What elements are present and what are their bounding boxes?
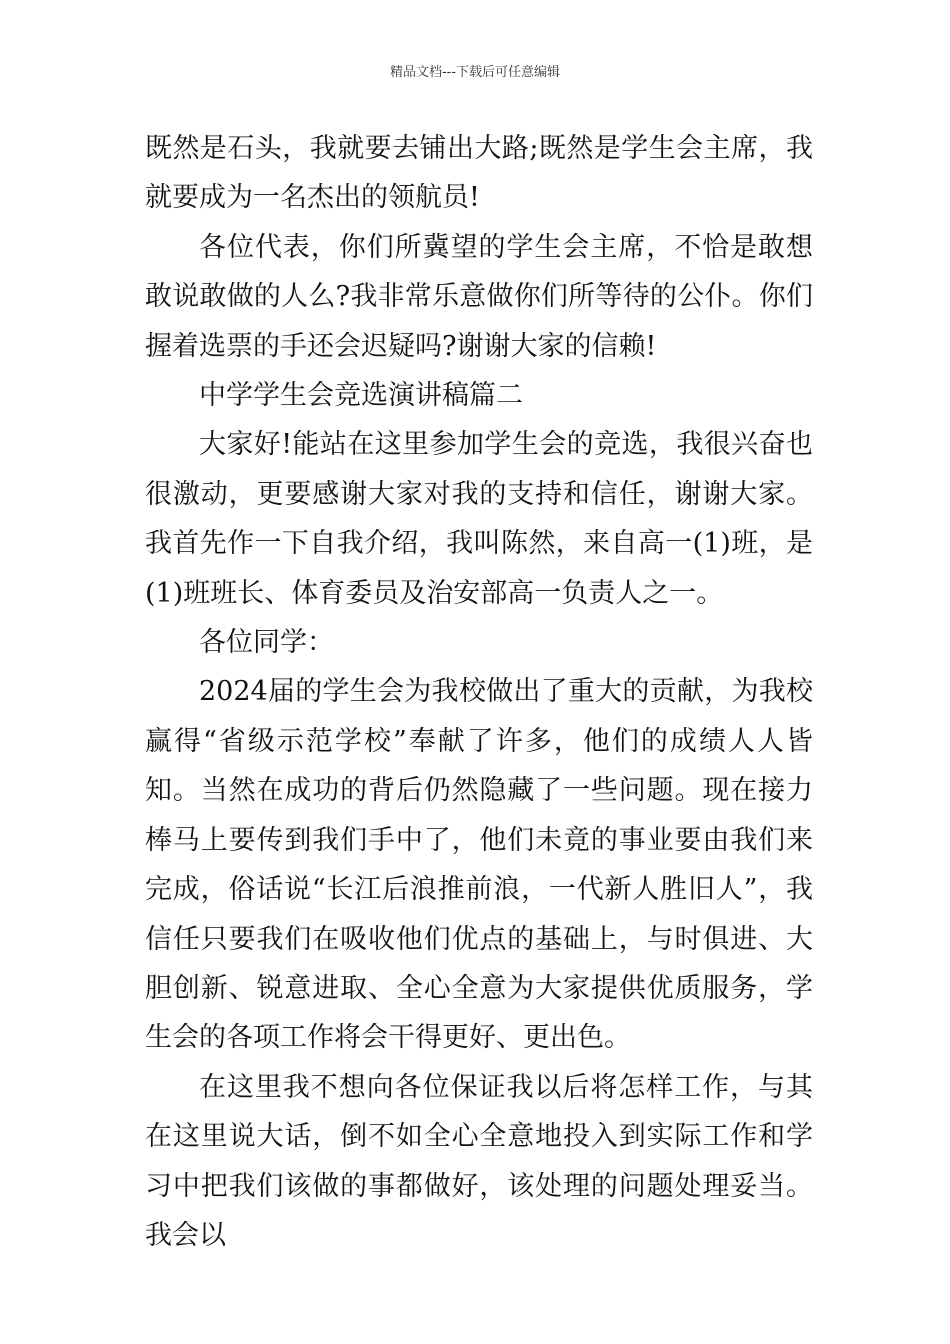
salutation: 各位同学： [199,627,334,659]
section-title: 中学学生会竞选演讲稿篇二 [199,380,523,412]
paragraph-2: 各位代表，你们所冀望的学生会主席，不恰是敢想敢说敢做的人么?我非常乐意做你们所等待的公仆。你们握着选票的手还会迟疑吗?谢谢大家的信赖! [145,231,813,362]
page-header: 精品文档---下载后可任意编辑 [389,65,561,80]
paragraph-1: 既然是石头，我就要去铺出大路;既然是学生会主席，我就要成为一名杰出的领航员! [145,133,813,214]
paragraph-5: 在这里我不想向各位保证我以后将怎样工作，与其在这里说大话，倒不如全心全意地投入到实际工作和学习中把我们该做的事都做好，该处理的问题处理妥当。我会以 [145,1071,813,1251]
paragraph-4: 2024届的学生会为我校做出了重大的贡献，为我校赢得“省级示范学校”奉献了许多，他们的成绩人人皆知。当然在成功的背后仍然隐藏了一些问题。现在接力棒马上要传到我们手中了，他们未竟的事业要由我们来完成，俗话说“长江后浪推前浪，一代新人胜旧人”，我信任只要我们在吸收他们优点的基础上，与时俱进、大胆创新、锐意进取、全心全意为大家提供优质服务，学生会的各项工作将会干得更好、更出色。 [145,676,813,1054]
document-body [145,124,813,1260]
paragraph-3: 大家好!能站在这里参加学生会的竞选，我很兴奋也很激动，更要感谢大家对我的支持和信任，谢谢大家。我首先作一下自我介绍，我叫陈然，来自高一(1)班，是(1)班班长、体育委员及治安部高一负责人之一。 [145,429,813,609]
